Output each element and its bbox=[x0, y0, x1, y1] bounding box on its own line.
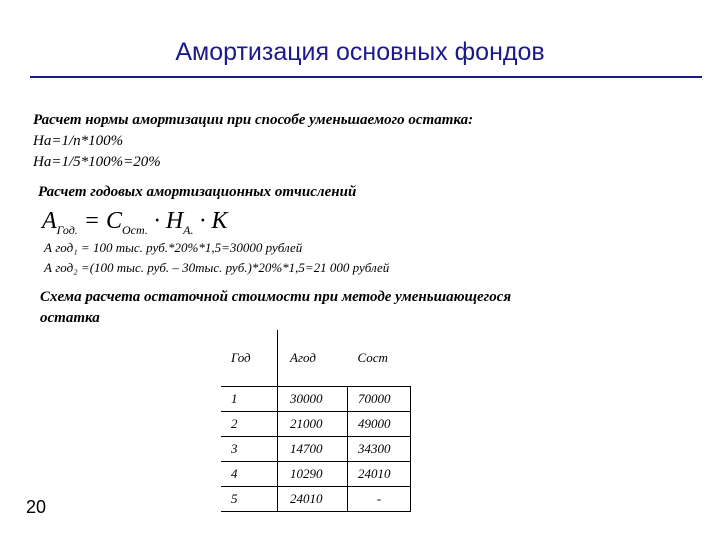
page-number: 20 bbox=[26, 497, 47, 517]
schedule-heading-cont: остатка bbox=[40, 310, 100, 326]
schedule-heading: Схема расчета остаточной стоимости при методе уменьшающегося bbox=[40, 289, 512, 305]
depreciation-formula bbox=[42, 208, 228, 238]
year1-calculation: А год₁ = 100 тыс. руб.*20%*1,5=30000 рублей bbox=[44, 240, 303, 255]
cell-depreciation: 24010 bbox=[278, 487, 348, 512]
header-residual: Сост bbox=[357, 350, 388, 365]
table-row bbox=[221, 387, 411, 412]
header-depreciation: Агод bbox=[290, 350, 316, 365]
residual-value-table bbox=[221, 330, 411, 512]
formula-h-sub: A. bbox=[183, 222, 194, 237]
formula-k: K bbox=[211, 208, 228, 234]
table-row bbox=[221, 412, 411, 437]
formula-a: A bbox=[42, 208, 57, 234]
table-header-row bbox=[221, 330, 411, 387]
table-row bbox=[221, 437, 411, 462]
formula-dot: · bbox=[193, 208, 212, 234]
formula-dot: · bbox=[147, 208, 166, 234]
norm-formula: На=1/n*100% bbox=[33, 133, 124, 149]
table-row bbox=[221, 487, 411, 512]
cell-residual: 34300 bbox=[348, 437, 411, 462]
slide-title: Амортизация основных фондов bbox=[175, 38, 545, 66]
cell-year: 5 bbox=[221, 487, 278, 512]
cell-residual: 49000 bbox=[348, 412, 411, 437]
cell-year: 3 bbox=[221, 437, 278, 462]
cell-residual: 70000 bbox=[348, 387, 411, 412]
cell-residual: - bbox=[348, 487, 411, 512]
cell-depreciation: 30000 bbox=[278, 387, 348, 412]
cell-year: 4 bbox=[221, 462, 278, 487]
cell-year: 1 bbox=[221, 387, 278, 412]
formula-eq: = bbox=[77, 208, 106, 234]
annual-heading: Расчет годовых амортизационных отчислений bbox=[38, 184, 357, 200]
year2-calculation: А год₂ =(100 тыс. руб. – 30тыс. руб.)*20%*1,5=21 000 рублей bbox=[44, 260, 390, 275]
cell-residual: 24010 bbox=[348, 462, 411, 487]
formula-a-sub: Год. bbox=[56, 222, 78, 237]
formula-c: C bbox=[106, 208, 123, 234]
norm-heading: Расчет нормы амортизации при способе уменьшаемого остатка: bbox=[33, 112, 474, 128]
formula-h: H bbox=[165, 208, 184, 234]
formula-c-sub: Ост. bbox=[122, 222, 148, 237]
cell-depreciation: 14700 bbox=[278, 437, 348, 462]
table-row bbox=[221, 462, 411, 487]
cell-depreciation: 21000 bbox=[278, 412, 348, 437]
cell-depreciation: 10290 bbox=[278, 462, 348, 487]
cell-year: 2 bbox=[221, 412, 278, 437]
header-year: Год bbox=[221, 330, 278, 387]
norm-calculation: На=1/5*100%=20% bbox=[33, 154, 161, 170]
title-underline bbox=[30, 76, 702, 78]
